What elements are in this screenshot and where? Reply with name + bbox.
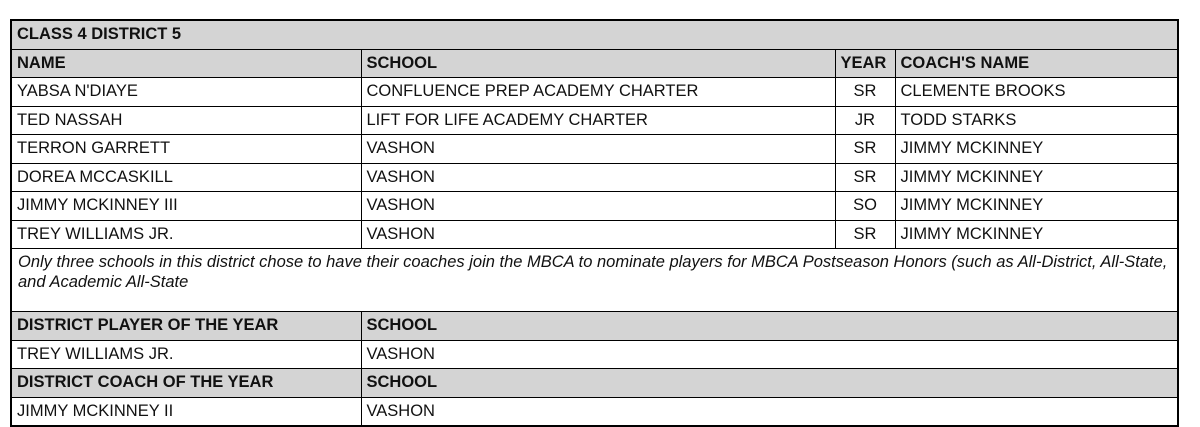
table-row bbox=[11, 163, 1178, 192]
player-name: JIMMY MCKINNEY III bbox=[11, 192, 361, 221]
player-year: SR bbox=[835, 78, 895, 107]
player-coach: JIMMY MCKINNEY bbox=[895, 163, 1178, 192]
player-name: TED NASSAH bbox=[11, 106, 361, 135]
year-column-header: YEAR bbox=[835, 49, 895, 78]
district-note: Only three schools in this district chose to have their coaches join the MBCA to nominate players for MBCA Postseason Honors (such as All-District, All-State, and Academic All-State bbox=[11, 249, 1178, 312]
player-of-year-school-header: SCHOOL bbox=[361, 312, 1178, 341]
player-of-year-school: VASHON bbox=[361, 340, 1178, 369]
player-coach: JIMMY MCKINNEY bbox=[895, 220, 1178, 249]
table-row bbox=[11, 106, 1178, 135]
player-school: VASHON bbox=[361, 135, 835, 164]
coach-of-year-school: VASHON bbox=[361, 397, 1178, 426]
player-year: JR bbox=[835, 106, 895, 135]
note-row bbox=[11, 249, 1178, 312]
school-column-header: SCHOOL bbox=[361, 49, 835, 78]
player-name: YABSA N'DIAYE bbox=[11, 78, 361, 107]
player-school: VASHON bbox=[361, 163, 835, 192]
player-of-year-name: TREY WILLIAMS JR. bbox=[11, 340, 361, 369]
table-row bbox=[11, 135, 1178, 164]
player-coach: TODD STARKS bbox=[895, 106, 1178, 135]
table-title: CLASS 4 DISTRICT 5 bbox=[11, 20, 1178, 49]
player-of-year-header: DISTRICT PLAYER OF THE YEAR bbox=[11, 312, 361, 341]
column-header-row bbox=[11, 49, 1178, 78]
table-title-row bbox=[11, 20, 1178, 49]
coach-of-year-header: DISTRICT COACH OF THE YEAR bbox=[11, 369, 361, 398]
table-row bbox=[11, 220, 1178, 249]
player-year: SR bbox=[835, 163, 895, 192]
player-name: DOREA MCCASKILL bbox=[11, 163, 361, 192]
table-row bbox=[11, 78, 1178, 107]
player-coach: CLEMENTE BROOKS bbox=[895, 78, 1178, 107]
coach-of-year-header-row bbox=[11, 369, 1178, 398]
player-school: VASHON bbox=[361, 220, 835, 249]
player-year: SO bbox=[835, 192, 895, 221]
coach-of-year-name: JIMMY MCKINNEY II bbox=[11, 397, 361, 426]
district-honors-table bbox=[10, 19, 1179, 427]
player-school: CONFLUENCE PREP ACADEMY CHARTER bbox=[361, 78, 835, 107]
coach-column-header: COACH'S NAME bbox=[895, 49, 1178, 78]
table-row bbox=[11, 192, 1178, 221]
player-of-year-row bbox=[11, 340, 1178, 369]
player-coach: JIMMY MCKINNEY bbox=[895, 135, 1178, 164]
coach-of-year-row bbox=[11, 397, 1178, 426]
player-name: TREY WILLIAMS JR. bbox=[11, 220, 361, 249]
coach-of-year-school-header: SCHOOL bbox=[361, 369, 1178, 398]
player-school: VASHON bbox=[361, 192, 835, 221]
player-year: SR bbox=[835, 135, 895, 164]
player-year: SR bbox=[835, 220, 895, 249]
player-name: TERRON GARRETT bbox=[11, 135, 361, 164]
player-coach: JIMMY MCKINNEY bbox=[895, 192, 1178, 221]
name-column-header: NAME bbox=[11, 49, 361, 78]
player-of-year-header-row bbox=[11, 312, 1178, 341]
player-school: LIFT FOR LIFE ACADEMY CHARTER bbox=[361, 106, 835, 135]
